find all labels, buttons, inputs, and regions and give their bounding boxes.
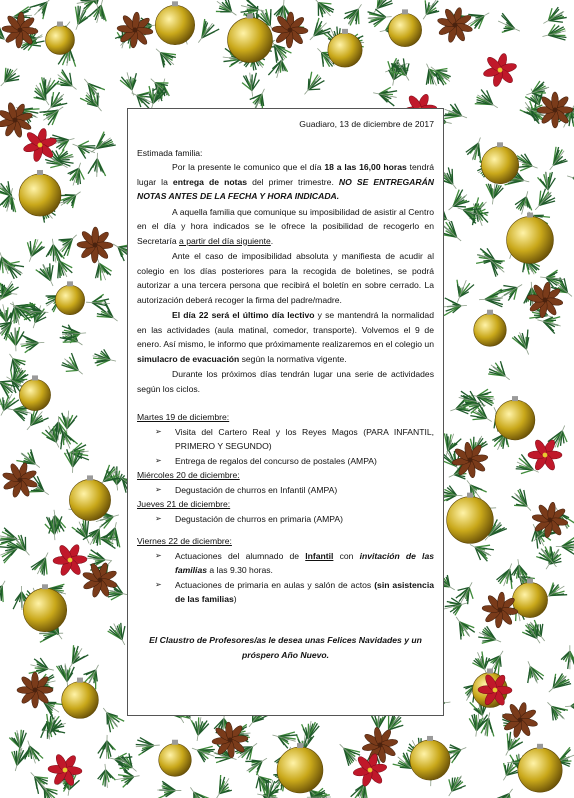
friday-activities (137, 549, 434, 607)
pine-sprig (371, 84, 398, 106)
gold-ornament (277, 747, 323, 793)
pine-sprig (35, 261, 61, 290)
star-anise (70, 220, 121, 271)
pine-sprig (555, 537, 574, 556)
pine-sprig (467, 712, 487, 738)
pine-sprig (69, 136, 98, 161)
pine-sprig (520, 618, 548, 648)
pine-sprig (534, 543, 563, 573)
pine-sprig (441, 771, 469, 798)
schedule-day-thursday: Jueves 21 de diciembre: (137, 499, 231, 509)
list-item: ➢ Entrega de regalos del concurso de postales (AMPA) (155, 454, 434, 469)
pine-sprig (308, 0, 337, 22)
gold-ornament (228, 18, 273, 63)
tuesday-activities (137, 425, 434, 469)
pine-sprig (270, 726, 298, 749)
wednesday-activities (137, 483, 434, 498)
pine-sprig (135, 736, 160, 755)
list-item: ➢ Visita del Cartero Real y los Reyes Magos (PARA INFANTIL, PRIMERO Y SEGUNDO) (155, 425, 434, 454)
date-line: Guadiaro, 13 de diciembre de 2017 (299, 119, 434, 129)
pine-sprig (0, 390, 20, 419)
gold-ornament (447, 497, 494, 544)
list-item: ➢ Actuaciones del alumnado de Infantil con invitación de las familias a las 9.30 horas. (155, 549, 434, 578)
gold-ornament (507, 217, 554, 264)
paragraph-third-person: Ante el caso de imposibilidad absoluta y manifiesta de acudir al colegio en los días posteriores para la recogida de boletines, se podrá autorizar a una tercera persona que recibirá el boletín en sobre cerrado. La autorización deberá recoger la firma del padre/madre. (137, 251, 434, 305)
pine-sprig (491, 784, 519, 798)
pine-sprig (511, 329, 536, 358)
pine-sprig (241, 72, 261, 98)
pine-sprig (98, 735, 116, 759)
pine-sprig (188, 716, 209, 743)
pine-sprig (513, 189, 536, 217)
gold-ornament (518, 748, 562, 792)
pine-sprig (565, 168, 574, 192)
star-anise (525, 495, 574, 545)
gold-ornament (328, 33, 362, 67)
pine-sprig (242, 751, 272, 779)
gold-ornament (159, 744, 192, 777)
gold-ornament (62, 682, 99, 719)
pine-sprig (20, 334, 45, 353)
pine-sprig (86, 131, 116, 159)
pine-sprig (529, 186, 558, 216)
pine-sprig (540, 22, 567, 45)
paragraph-last-day: El día 22 será el último día lectivo y se mantendrá la normalidad en las actividades (aula matinal, comedor, transporte). Volvemos el 9 de enero. Así mismo, le informo que próximamente realizaremos en el colegio un simulacro de evacuación según la normativa vigente. (137, 310, 434, 364)
pine-sprig (476, 624, 505, 650)
pine-sprig (65, 160, 89, 188)
pine-sprig (58, 324, 88, 352)
gold-ornament (481, 146, 518, 183)
gold-ornament (410, 740, 450, 780)
star-anise (110, 5, 161, 56)
paragraph-report-delivery: Por la presente le comunico que el día 18 a las 16,00 horas tendrá lugar la entrega de notas del primer trimestre. NO SE ENTREGARÁN NOTAS ANTES DE LA FECHA Y HORA INDICADA. (137, 162, 434, 201)
gold-ornament (19, 174, 61, 216)
gold-ornament (155, 5, 194, 44)
pine-sprig (561, 645, 574, 669)
pine-sprig (442, 297, 467, 316)
pine-sprig (119, 70, 142, 98)
closing-greeting: El Claustro de Profesores/as le desea unas Felices Navidades y un próspero Año Nuevo. (149, 634, 422, 660)
pine-sprig (0, 63, 24, 93)
pine-sprig (86, 293, 111, 312)
gold-ornament (474, 314, 507, 347)
pine-sprig (114, 767, 141, 788)
pine-sprig (68, 4, 93, 33)
pine-sprig (212, 0, 242, 22)
star-anise (77, 557, 123, 603)
pine-sprig (59, 352, 89, 381)
pine-sprig (91, 347, 118, 370)
pine-sprig (52, 68, 82, 97)
pine-sprig (478, 289, 503, 308)
pine-sprig (541, 696, 570, 725)
pine-sprig (268, 52, 291, 80)
pine-sprig (96, 703, 124, 733)
star-anise (271, 11, 309, 49)
poinsettia (479, 49, 520, 91)
pine-sprig (543, 669, 573, 698)
pine-sprig (495, 561, 520, 590)
list-item: ➢ Degustación de churros en primaria (AMPA) (155, 512, 434, 527)
pine-sprig (157, 781, 181, 798)
gold-ornament (46, 26, 75, 55)
gold-ornament (23, 588, 66, 631)
pine-sprig (103, 520, 125, 547)
thursday-activities (137, 512, 434, 527)
list-item: ➢ Degustación de churros en Infantil (AMPA) (155, 483, 434, 498)
schedule-day-wednesday: Miércoles 20 de diciembre: (137, 470, 240, 480)
pine-sprig (191, 18, 219, 48)
pine-sprig (333, 738, 362, 767)
pine-sprig (298, 70, 327, 100)
gold-ornament (55, 285, 84, 314)
gold-ornament (19, 379, 50, 410)
pine-sprig (209, 774, 237, 798)
pine-sprig (7, 745, 31, 773)
pine-sprig (64, 449, 82, 474)
gold-ornament (388, 13, 421, 46)
pine-sprig (494, 13, 523, 39)
gold-ornament (495, 400, 535, 440)
pine-sprig (150, 42, 180, 71)
pine-sprig (0, 253, 27, 281)
pine-sprig (543, 145, 571, 175)
pine-sprig (183, 782, 211, 798)
pine-sprig (96, 763, 116, 789)
pine-sprig (449, 612, 477, 642)
pine-sprig (0, 576, 13, 606)
schedule-day-tuesday: Martes 19 de diciembre: (137, 412, 230, 422)
greeting: Estimada familia: (137, 147, 203, 158)
paragraph-activities-intro: Durante los próximos días tendrán lugar una serie de actividades según los ciclos. (137, 369, 434, 394)
pine-sprig (508, 487, 537, 517)
pine-sprig (30, 549, 56, 578)
letter-panel (127, 108, 444, 716)
pine-sprig (498, 730, 525, 759)
list-item: ➢ Actuaciones de primaria en aulas y salón de actos (sin asistencia de las familias) (155, 578, 434, 607)
pine-sprig (485, 358, 515, 387)
schedule-day-friday: Viernes 22 de diciembre: (137, 536, 232, 546)
pine-sprig (564, 696, 574, 716)
paragraph-secretary-pickup: A aquella familia que comunique su imposibilidad de asistir al Centro en el día y hora indicados se le ofrece la posibilidad de recogerlo en Secretaría a partir del día siguiente. (137, 206, 434, 246)
pine-sprig (341, 0, 369, 29)
pine-sprig (497, 277, 527, 304)
pine-sprig (189, 740, 218, 765)
pine-sprig (88, 153, 106, 177)
gold-ornament (69, 479, 110, 520)
pine-sprig (520, 658, 546, 687)
pine-sprig (21, 236, 46, 265)
pine-sprig (473, 88, 503, 116)
